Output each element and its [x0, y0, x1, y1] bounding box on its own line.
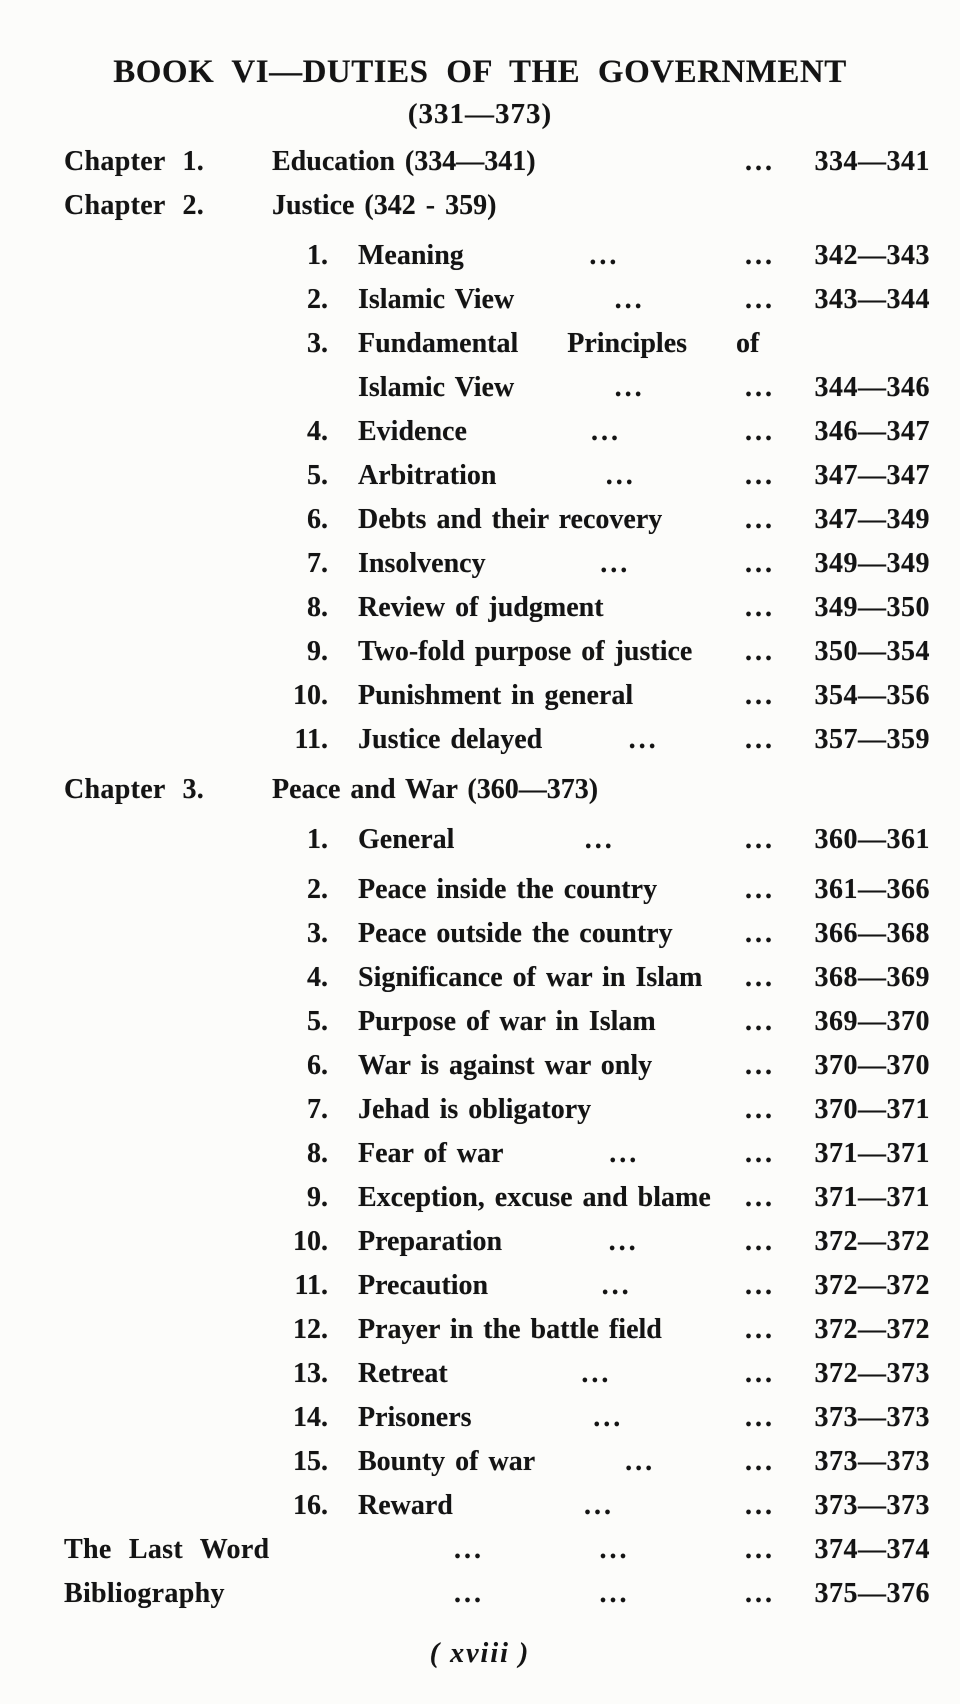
- leader-dots: ...: [609, 1138, 640, 1169]
- chapter-title: Education (334—341): [272, 146, 536, 177]
- item-title-area: [358, 322, 775, 366]
- item-title-area: [358, 956, 775, 1000]
- toc-row: [64, 1308, 930, 1352]
- leader-dots: ...: [745, 1182, 775, 1213]
- page-range-value: 350—354: [814, 636, 930, 667]
- item-title: Islamic View: [358, 372, 515, 403]
- item-title-area: [358, 498, 775, 542]
- item-title: Insolvency: [358, 548, 486, 579]
- item-title: Bounty of war: [358, 1446, 536, 1477]
- page-range-value: 371—371: [814, 1138, 930, 1169]
- item-title-area: [272, 140, 775, 184]
- item-title: Fear of war: [358, 1138, 504, 1169]
- item-title: Islamic View: [358, 284, 515, 315]
- chapter-label: Chapter 1.: [64, 146, 205, 177]
- leader-dots: ...: [745, 874, 775, 905]
- page-range-value: 343—344: [814, 284, 930, 315]
- leader-dots: ...: [625, 1446, 656, 1477]
- item-title: War is against war only: [358, 1050, 653, 1081]
- item-number: 9.: [307, 636, 328, 667]
- leader-dots: ...: [745, 680, 775, 711]
- item-title-area: [358, 1396, 775, 1440]
- leader-dots: ...: [589, 240, 620, 271]
- item-title: Prayer in the battle field: [358, 1314, 662, 1345]
- item-title-area: [358, 586, 775, 630]
- item-title-area: [358, 410, 775, 454]
- item-title: Retreat: [358, 1358, 448, 1389]
- item-number: 4.: [307, 962, 328, 993]
- toc-row: [64, 1176, 930, 1220]
- item-title: Purpose of war in Islam: [358, 1006, 656, 1037]
- page-range-value: 347—347: [814, 460, 930, 491]
- toc-row: [64, 498, 930, 542]
- leader-dots: ...: [608, 1226, 639, 1257]
- item-number: 5.: [307, 1006, 328, 1037]
- item-number: 13.: [293, 1358, 328, 1389]
- page-range-value: 370—370: [814, 1050, 930, 1081]
- item-number: 11.: [294, 724, 328, 755]
- item-title-area: [358, 278, 775, 322]
- table-of-contents: [0, 140, 960, 1616]
- page-range-value: 375—376: [814, 1578, 930, 1609]
- toc-row: [64, 1484, 930, 1528]
- item-number: 7.: [307, 548, 328, 579]
- leader-dots: ...: [744, 824, 775, 855]
- item-title-area: [358, 630, 775, 674]
- page-range-value: 372—373: [814, 1358, 930, 1389]
- leader-dots: ...: [745, 146, 775, 177]
- item-title-area: [358, 1308, 775, 1352]
- toc-row: [64, 912, 930, 956]
- page-range-value: 370—371: [814, 1094, 930, 1125]
- item-title: Prisoners: [358, 1402, 472, 1433]
- item-number: 6.: [307, 504, 328, 535]
- leader-dots: ...: [454, 1534, 484, 1565]
- item-title-area: [358, 234, 775, 278]
- chapter-label: The Last Word: [64, 1534, 270, 1565]
- chapter-label: Bibliography: [64, 1578, 225, 1609]
- leader-dots: ...: [744, 548, 775, 579]
- item-number: 9.: [307, 1182, 328, 1213]
- toc-row: [64, 1528, 930, 1572]
- leader-dots: ...: [614, 372, 645, 403]
- item-title: Evidence: [358, 416, 467, 447]
- toc-row: [64, 1396, 930, 1440]
- page-range-value: 354—356: [814, 680, 930, 711]
- page-range-value: 361—366: [814, 874, 930, 905]
- item-number: 12.: [293, 1314, 328, 1345]
- toc-row: [64, 674, 930, 718]
- toc-row: [64, 454, 930, 498]
- page-range-value: 357—359: [814, 724, 930, 755]
- item-title-area: [272, 184, 775, 228]
- item-title-area: [358, 1044, 775, 1088]
- item-title: Peace inside the country: [358, 874, 658, 905]
- item-title-area: [358, 542, 775, 586]
- leader-dots: ...: [745, 1138, 775, 1169]
- item-number: 16.: [293, 1490, 328, 1521]
- item-number: 14.: [293, 1402, 328, 1433]
- item-number: 10.: [293, 680, 328, 711]
- book-page-range: (331—373): [407, 98, 553, 130]
- item-title: Significance of war in Islam: [358, 962, 703, 993]
- toc-row: [64, 956, 930, 1000]
- item-title: Jehad is obligatory: [358, 1094, 592, 1125]
- item-title: Debts and their recovery: [358, 504, 663, 535]
- item-number: 15.: [293, 1446, 328, 1477]
- item-title-area: [358, 1220, 775, 1264]
- leader-dots: ...: [745, 1314, 775, 1345]
- leader-dots: ...: [745, 1094, 775, 1125]
- leader-dots: ...: [745, 918, 775, 949]
- page-range-value: 342—343: [814, 240, 930, 271]
- toc-row: [64, 140, 930, 184]
- toc-row: [64, 1264, 930, 1308]
- toc-row: [64, 630, 930, 674]
- item-title-area: [358, 1484, 775, 1528]
- toc-row: [64, 1220, 930, 1264]
- item-number: 1.: [307, 240, 328, 271]
- item-number: 8.: [307, 592, 328, 623]
- toc-row: [64, 1000, 930, 1044]
- toc-row: [64, 768, 930, 812]
- page-range-value: 344—346: [814, 372, 930, 403]
- page-range-value: 366—368: [814, 918, 930, 949]
- leader-dots: ...: [745, 372, 775, 403]
- leader-dots: ...: [745, 504, 775, 535]
- leader-dots: ...: [601, 1270, 632, 1301]
- toc-row: [64, 366, 930, 410]
- leader-dots: ...: [628, 724, 659, 755]
- leader-dots: ...: [454, 1578, 484, 1609]
- chapter-label: Chapter 3.: [64, 774, 205, 805]
- toc-row: [64, 410, 930, 454]
- leader-dots: ...: [593, 1402, 624, 1433]
- item-number: 8.: [307, 1138, 328, 1169]
- item-title: Peace outside the country: [358, 918, 673, 949]
- toc-row: [64, 234, 930, 278]
- item-title: Preparation: [358, 1226, 503, 1257]
- item-title-area: [272, 768, 775, 812]
- toc-row: [64, 1352, 930, 1396]
- item-title: Meaning: [358, 240, 464, 271]
- leader-dots: ...: [745, 636, 775, 667]
- item-title-area: [358, 818, 775, 862]
- leader-dots: ...: [745, 1490, 775, 1521]
- chapter-label: Chapter 2.: [64, 190, 205, 221]
- page-range-value: 347—349: [814, 504, 930, 535]
- toc-row: [64, 322, 930, 366]
- item-number: 11.: [294, 1270, 328, 1301]
- toc-row: [64, 1044, 930, 1088]
- leader-dots: ...: [584, 824, 615, 855]
- item-title-area: [284, 1572, 775, 1616]
- book-title: BOOK VI—DUTIES OF THE GOVERNMENT: [113, 54, 847, 90]
- item-title: Punishment in general: [358, 680, 634, 711]
- page-range-value: 369—370: [814, 1006, 930, 1037]
- item-title-area: [358, 1264, 775, 1308]
- page-range-value: 371—371: [814, 1182, 930, 1213]
- page-range-value: 373—373: [814, 1490, 930, 1521]
- toc-row: [64, 868, 930, 912]
- toc-row: [64, 718, 930, 762]
- page-range-value: 372—372: [814, 1270, 930, 1301]
- leader-dots: ...: [745, 1050, 775, 1081]
- item-number: 10.: [293, 1226, 328, 1257]
- leader-dots: ...: [745, 240, 775, 271]
- toc-row: [64, 1132, 930, 1176]
- item-number: 7.: [307, 1094, 328, 1125]
- page-range-value: 349—350: [814, 592, 930, 623]
- item-number: 4.: [307, 416, 328, 447]
- item-number: 1.: [307, 824, 328, 855]
- leader-dots: ...: [581, 1358, 612, 1389]
- leader-dots: ...: [745, 1534, 775, 1565]
- item-title: Precaution: [358, 1270, 489, 1301]
- leader-dots: ...: [745, 1006, 775, 1037]
- leader-dots: ...: [614, 284, 645, 315]
- item-number: 2.: [307, 284, 328, 315]
- leader-dots: ...: [745, 592, 775, 623]
- page-range-value: 373—373: [814, 1446, 930, 1477]
- toc-row: [64, 542, 930, 586]
- page-range-value: 373—373: [814, 1402, 930, 1433]
- item-title-area: [358, 1440, 775, 1484]
- leader-dots: ...: [745, 724, 775, 755]
- item-number: 6.: [307, 1050, 328, 1081]
- leader-dots: ...: [744, 1226, 775, 1257]
- item-title: Exception, excuse and blame: [358, 1182, 711, 1213]
- chapter-title: Justice (342 - 359): [272, 190, 497, 221]
- page-range-value: 360—361: [814, 824, 930, 855]
- leader-dots: ...: [745, 962, 775, 993]
- toc-row: [64, 1572, 930, 1616]
- item-title-area: [284, 1528, 775, 1572]
- item-number: 3.: [307, 328, 328, 359]
- leader-dots: ...: [745, 1578, 775, 1609]
- page-range-value: 349—349: [814, 548, 930, 579]
- item-title-area: [358, 1352, 775, 1396]
- item-title-area: [358, 366, 775, 410]
- item-title-area: [358, 454, 775, 498]
- toc-row: [64, 1440, 930, 1484]
- item-title-area: [358, 1132, 775, 1176]
- page-header: [0, 0, 960, 134]
- leader-dots: ...: [745, 1446, 775, 1477]
- leader-dots: ...: [745, 284, 775, 315]
- item-number: 2.: [307, 874, 328, 905]
- toc-row: [64, 1088, 930, 1132]
- item-title: Justice delayed: [358, 724, 543, 755]
- leader-dots: ...: [599, 1534, 630, 1565]
- item-title-area: [358, 1176, 775, 1220]
- chapter-title: Peace and War (360—373): [272, 774, 599, 805]
- item-title-area: [358, 674, 775, 718]
- leader-dots: ...: [745, 1358, 775, 1389]
- item-title: General: [358, 824, 455, 855]
- item-title-area: [358, 1000, 775, 1044]
- item-number: 3.: [307, 918, 328, 949]
- item-title: Arbitration: [358, 460, 497, 491]
- item-title: Two-fold purpose of justice: [358, 636, 693, 667]
- item-title: Reward: [358, 1490, 453, 1521]
- leader-dots: ...: [744, 416, 775, 447]
- toc-row: [64, 818, 930, 862]
- item-title-area: [358, 868, 775, 912]
- leader-dots: ...: [605, 460, 636, 491]
- leader-dots: ...: [744, 1270, 775, 1301]
- item-title-area: [358, 1088, 775, 1132]
- page-range-value: 346—347: [814, 416, 930, 447]
- item-title: Fundamental Principles of: [358, 328, 760, 359]
- item-title-area: [358, 912, 775, 956]
- leader-dots: ...: [583, 1490, 614, 1521]
- leader-dots: ...: [600, 548, 631, 579]
- page-range-value: 334—341: [814, 146, 930, 177]
- item-title-area: [358, 718, 775, 762]
- page-range-value: 372—372: [814, 1226, 930, 1257]
- leader-dots: ...: [745, 1402, 775, 1433]
- page-range-value: 372—372: [814, 1314, 930, 1345]
- leader-dots: ...: [599, 1578, 630, 1609]
- toc-row: [64, 586, 930, 630]
- folio-page-number: ( xviii ): [429, 1638, 531, 1669]
- toc-row: [64, 278, 930, 322]
- leader-dots: ...: [745, 460, 775, 491]
- toc-row: [64, 184, 930, 228]
- item-title: Review of judgment: [358, 592, 604, 623]
- item-number: 5.: [307, 460, 328, 491]
- page-range-value: 374—374: [814, 1534, 930, 1565]
- page-range-value: 368—369: [814, 962, 930, 993]
- leader-dots: ...: [590, 416, 621, 447]
